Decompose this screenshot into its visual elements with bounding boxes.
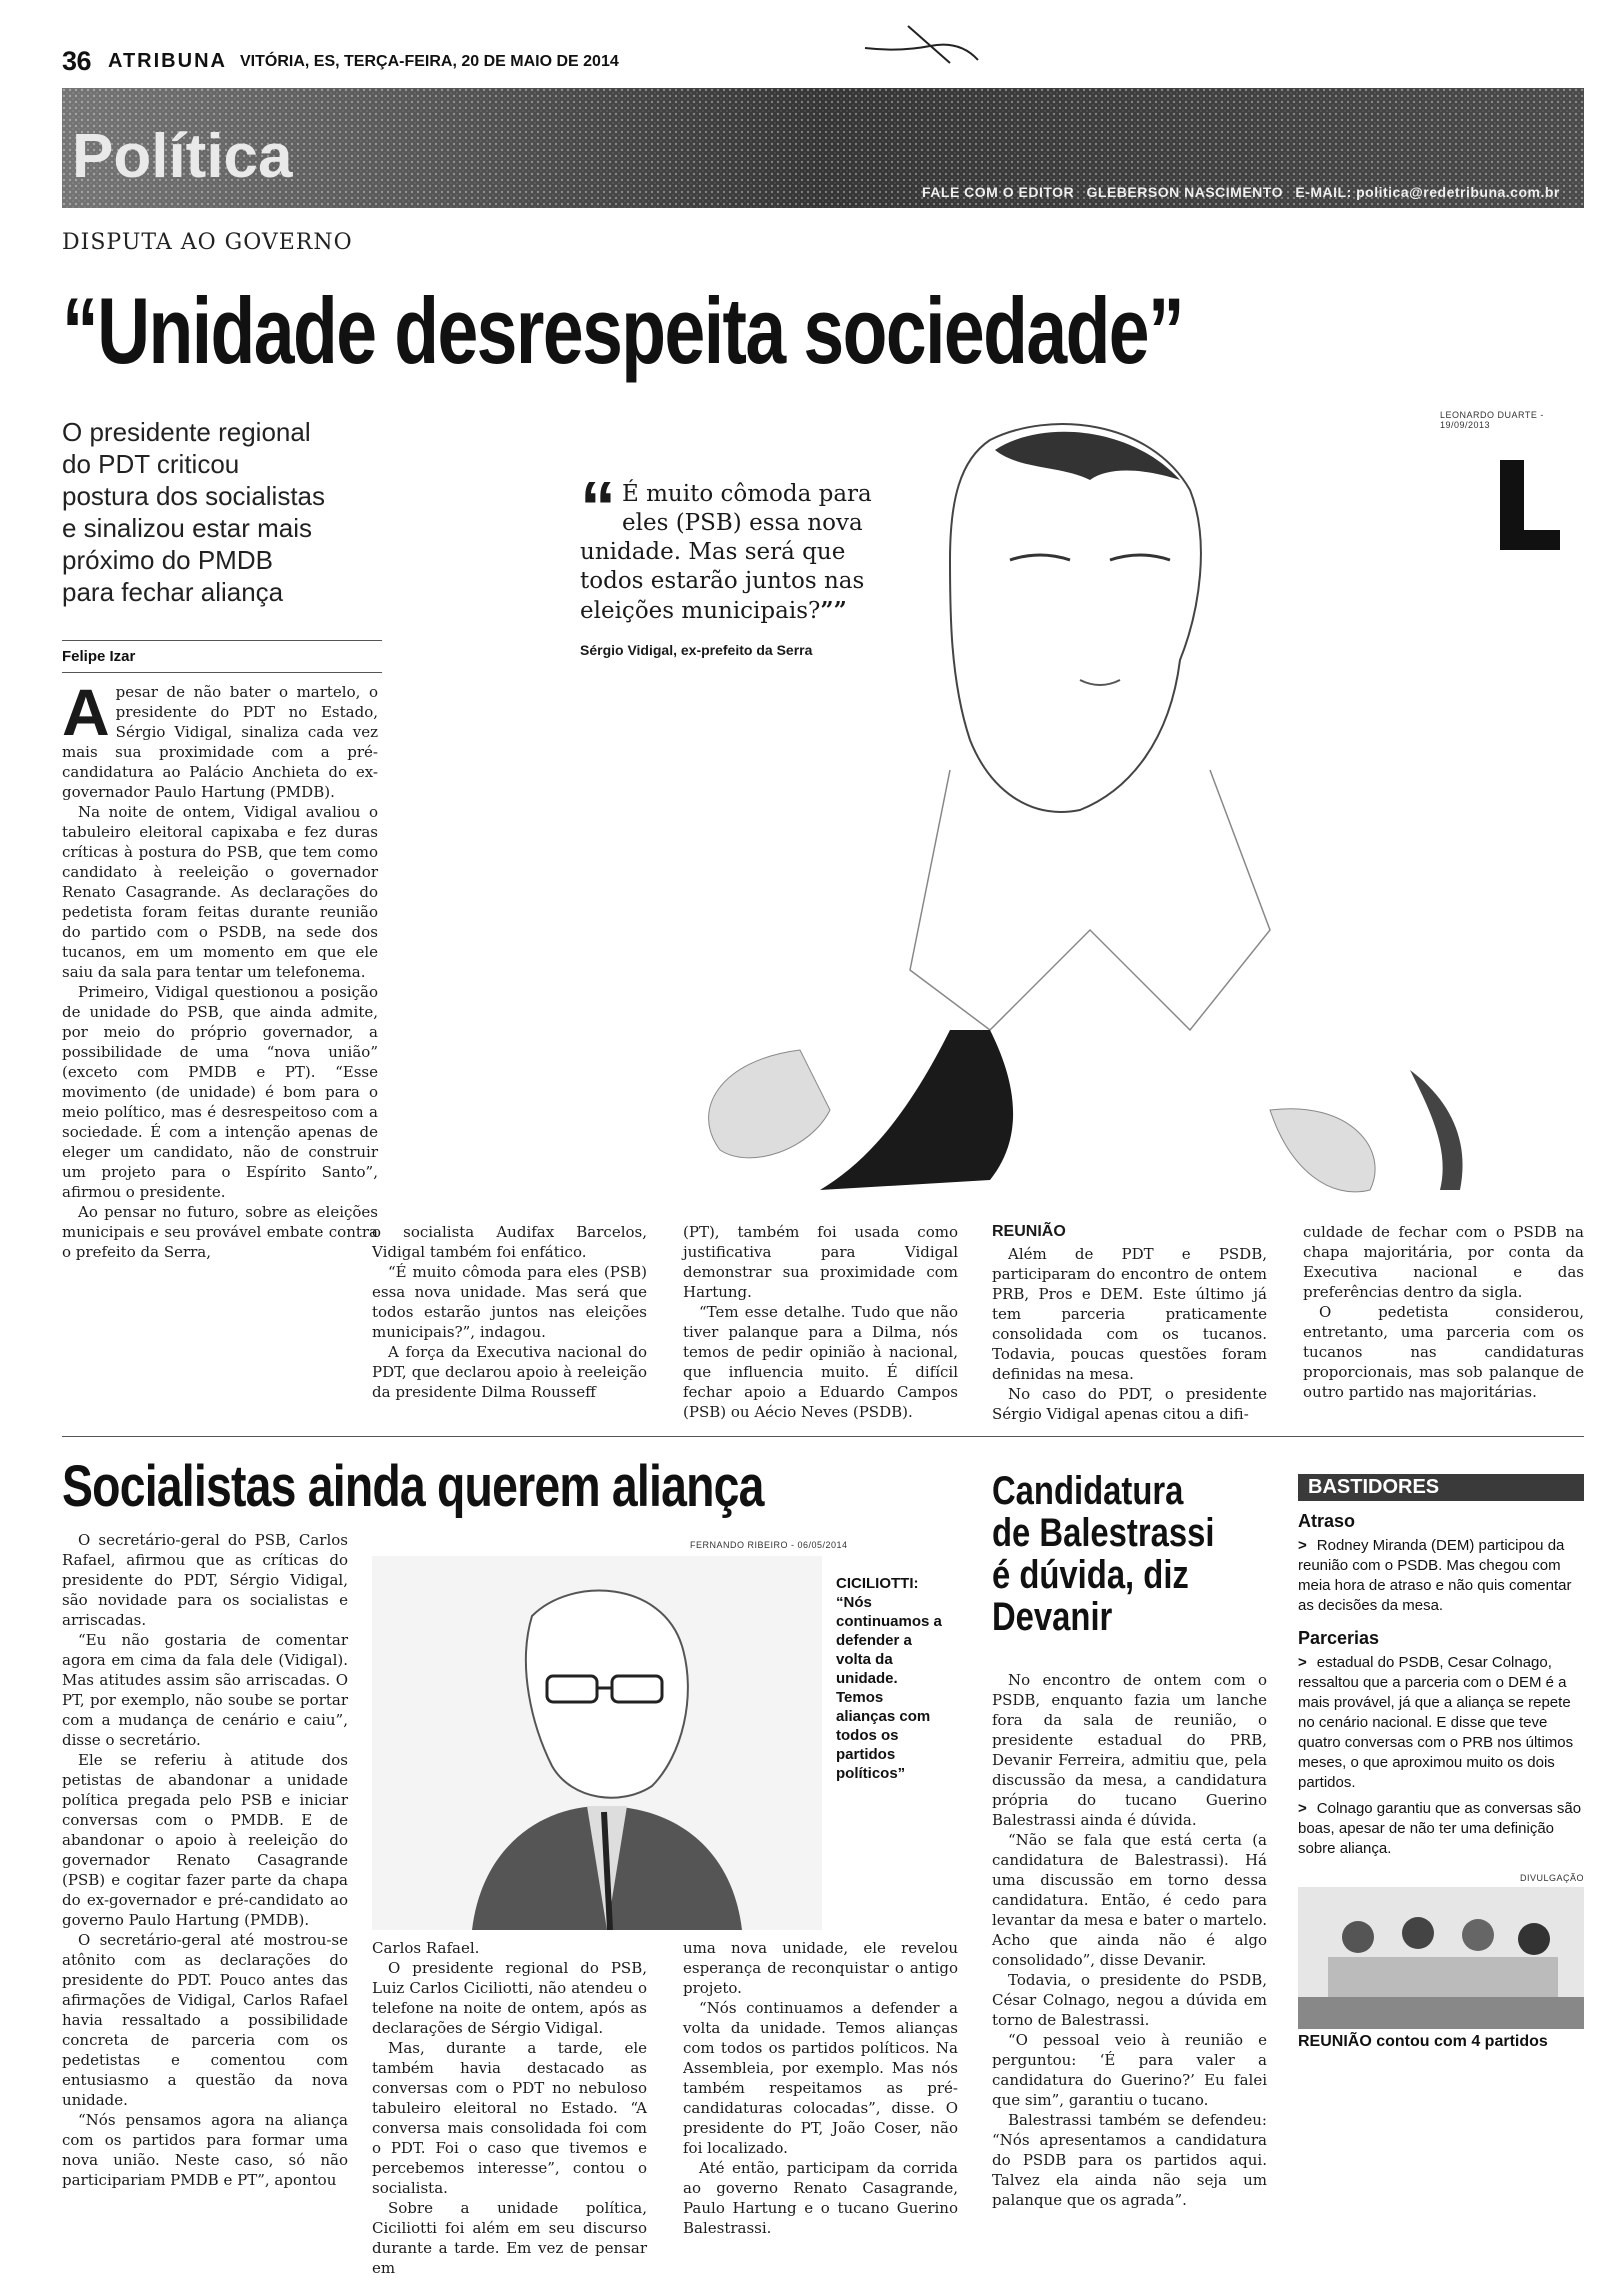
section-band: [62, 88, 1584, 208]
paragraph: Carlos Rafael.: [372, 1939, 480, 1957]
main-headline: “Unidade desrespeita sociedade”: [62, 278, 1184, 383]
paragraph: Sobre a unidade política, Ciciliotti foi além em seu discurso durante a tarde. Em vez de pensar em: [372, 2199, 647, 2277]
photo-meeting: [1298, 1887, 1584, 2029]
article-column: [992, 1670, 1267, 2210]
paragraph: “É muito cômoda para eles (PSB) essa nova unidade. Mas será que todos estarão juntos nas eleições municipais?”, indagou.: [372, 1263, 647, 1341]
article-column: [992, 1222, 1267, 1424]
headline-line: Devanir: [992, 1595, 1113, 1639]
pull-quote: [580, 468, 910, 665]
photo-credit: LEONARDO DUARTE - 19/09/2013: [1440, 410, 1544, 430]
lead-text: [62, 416, 382, 608]
arrow-icon: >: [1298, 1654, 1307, 1671]
bastidores-item: > estadual do PSDB, Cesar Colnago, ressaltou que a parceria com o DEM é a mais provável, já que a aliança se repete no cenário nacional. E disse que teve quatro conversas com o PRB nos últimos meses, o que aproximou muito os dois partidos.: [1298, 1654, 1574, 1791]
paragraph: “Nós continuamos a defender a volta da unidade. Temos alianças com todos os partidos políticos. Na Assembleia, por exemplo. Mas nós também respeitamos as pré-candidaturas colocadas”, disse. O presidente do PT, João Coser, não foi localizado.: [683, 1999, 958, 2157]
article-column: [372, 1222, 647, 1402]
paragraph: O pedetista considerou, entretanto, uma parceria com os tucanos nas candidaturas proporcionais, mas sob palanque de outro partido nas majoritárias.: [1303, 1303, 1584, 1401]
side-quote-name: CICILIOTTI:: [836, 1575, 919, 1592]
paragraph: Mas, durante a tarde, ele também havia destacado as conversas com o PDT no nebuloso tabuleiro eleitoral no Estado. “A conversa mais consolidada foi com o PDT. Foi o caso que tivemos e percebemos interesse”, contou o socialista.: [372, 2039, 647, 2197]
paragraph: (PT), também foi usada como justificativa para Vidigal demonstrar sua proximidade com Hartung.: [683, 1223, 958, 1301]
divider: [62, 672, 382, 673]
bastidores-subhead: Atraso: [1298, 1511, 1356, 1531]
subhead: REUNIÃO: [992, 1223, 1066, 1240]
paragraph: Na noite de ontem, Vidigal avaliou o tabuleiro eleitoral capixaba e fez duras críticas à postura do PSB, que tem como candidato à reeleição o governador Renato Casagrande. As declarações do pedetista foram feitas durante reunião do partido com o PSDB, na sede dos tucanos, em um momento em que ele saiu da sala para tentar um telefonema.: [62, 803, 378, 981]
quote-line: unidade. Mas será que: [580, 539, 846, 565]
paragraph: Primeiro, Vidigal questionou a posição de unidade do PSB, que ainda admite, por meio do próprio governador, a possibilidade de uma “nova união” (exceto com PMDB e PT). “Esse movimento (de unidade) é bom para o meio político, mas é desrespeitoso com a sociedade. É com a intenção apenas de eleger um candidato, não de construir um projeto para o Espírito Santo”, afirmou o presidente.: [62, 983, 378, 1201]
lead-line: do PDT criticou: [62, 449, 240, 479]
quote-line-last: [580, 596, 910, 626]
quote-line: É muito cômoda para: [622, 481, 872, 507]
article-column: [1303, 1222, 1584, 1402]
paragraph: pesar de não bater o martelo, o presidente do PDT no Estado, Sérgio Vidigal, sinaliza cada vez mais sua proximidade com a pré-candidatura ao Palácio Anchieta do ex-governador Paulo Hartung (PMDB).: [62, 683, 378, 801]
bastidores-box: [1298, 1474, 1584, 2051]
meeting-photo: [1298, 1887, 1584, 2029]
photo-caption: REUNIÃO contou com 4 partidos: [1298, 2033, 1548, 2050]
bastidores-subhead: Parcerias: [1298, 1628, 1380, 1648]
paragraph: Ao pensar no futuro, sobre as eleições municipais e seu provável embate contra o prefeito da Serra,: [62, 1203, 378, 1261]
arrow-icon: >: [1298, 1537, 1307, 1554]
paragraph: A força da Executiva nacional do PDT, que declarou apoio à reeleição da presidente Dilma Rousseff: [372, 1343, 647, 1401]
photo-vidigal: [390, 410, 1584, 1230]
paper-name: ATRIBUNA: [108, 50, 227, 72]
quote-close-icon: ””: [820, 597, 847, 624]
lead-line: e sinalizou estar mais: [62, 513, 312, 543]
article-column: [372, 1938, 647, 2278]
contact-label: FALE COM O EDITOR: [922, 184, 1075, 200]
contact-name: GLEBERSON NASCIMENTO: [1086, 184, 1283, 200]
section-name: Política: [72, 122, 293, 191]
quote-attribution: Sérgio Vidigal, ex-prefeito da Serra: [580, 642, 813, 658]
paragraph: O presidente regional do PSB, Luiz Carlos Ciciliotti, não atendeu o telefone na noite de ontem, após as declarações de Sérgio Vidigal.: [372, 1959, 647, 2037]
article-column: [683, 1938, 958, 2238]
paragraph: Ele se referiu à atitude dos petistas de abandonar a unidade política pregada pelo PSB e iniciar conversas com o PMDB. E de abandonar o apoio à reeleição do governador Renato Casagrande (PSB) e cogitar fazer parte da chapa do ex-governador e pré-candidato ao governo Paulo Hartung (PMDB).: [62, 1751, 348, 1929]
paragraph: “Eu não gostaria de comentar agora em cima da fala dele (Vidigal). Mas atitudes assim são arriscadas. O PT, por exemplo, não soube se portar com a mudança de cenário e caiu”, disse o secretário.: [62, 1631, 348, 1749]
second-headline: Socialistas ainda querem aliança: [62, 1454, 764, 1519]
article-column: [62, 675, 378, 1262]
dateline: VITÓRIA, ES, TERÇA-FEIRA, 20 DE MAIO DE 2014: [240, 53, 619, 70]
main-photo: [390, 410, 1584, 1230]
paragraph: uma nova unidade, ele revelou esperança de reconquistar o antigo projeto.: [683, 1939, 958, 1997]
lead-line: para fechar aliança: [62, 577, 284, 607]
photo-credit: DIVULGAÇÃO: [1519, 1873, 1584, 1883]
editor-contact: [922, 184, 1560, 200]
dropcap: A: [62, 675, 110, 749]
headline-line: é dúvida, diz: [992, 1553, 1189, 1597]
pen-mark: [860, 8, 980, 68]
paragraph: culdade de fechar com o PSDB na chapa majoritária, por conta da Executiva nacional e das preferências dentro da sigla.: [1303, 1223, 1584, 1301]
paragraph: Balestrassi também se defendeu: “Nós apresentamos a candidatura do PSDB para os partidos aqui. Talvez ela ainda não seja um palanque que os agrada”.: [992, 2111, 1267, 2209]
lead-line: postura dos socialistas: [62, 481, 326, 511]
paragraph: O secretário-geral do PSB, Carlos Rafael, afirmou que as críticas do presidente do PDT, Sérgio Vidigal, são novidade para os socialistas e arriscadas.: [62, 1531, 348, 1629]
divider: [62, 640, 382, 641]
contact-email: E-MAIL: politica@redetribuna.com.br: [1295, 184, 1560, 200]
lead-line: O presidente regional: [62, 417, 311, 447]
paragraph: o socialista Audifax Barcelos, Vidigal também foi enfático.: [372, 1223, 647, 1261]
photo-credit: FERNANDO RIBEIRO - 06/05/2014: [690, 1540, 848, 1550]
kicker: DISPUTA AO GOVERNO: [62, 230, 353, 255]
paragraph: “Não se fala que está certa (a candidatura de Balestrassi). Há uma discussão em torno dessa candidatura. Então, é cedo para levantar da mesa e bater o martelo. Acho que ainda não é algo consolidado”, disse Devanir.: [992, 1831, 1267, 1969]
paragraph: No caso do PDT, o presidente Sérgio Vidigal apenas citou a difi-: [992, 1385, 1267, 1423]
quote-open-icon: “: [580, 468, 616, 548]
arrow-icon: >: [1298, 1800, 1307, 1817]
paragraph: Todavia, o presidente do PSDB, César Colnago, negou a dúvida em torno de Balestrassi.: [992, 1971, 1267, 2029]
paragraph: Até então, participam da corrida ao governo Renato Casagrande, Paulo Hartung e o tucano Guerino Balestrassi.: [683, 2159, 958, 2237]
photo-ciciliotti: [372, 1556, 822, 1930]
paragraph: “O pessoal veio à reunião e perguntou: ‘É para valer a candidatura do Guerino?’ Eu falei que sim”, garantiu o tucano.: [992, 2031, 1267, 2109]
headline-line: Candidatura: [992, 1469, 1184, 1513]
bastidores-item: > Colnago garantiu que as conversas são boas, apesar de não ter uma definição sobre aliança.: [1298, 1800, 1582, 1857]
quote-line: todos estarão juntos nas: [580, 568, 865, 594]
article-column: [62, 1530, 348, 2190]
bastidores-item: > Rodney Miranda (DEM) participou da reunião com o PSDB. Mas chegou com meia hora de atraso e não quis comentar as decisões da mesa.: [1298, 1537, 1572, 1614]
byline: Felipe Izar: [62, 648, 136, 665]
article-column: [683, 1222, 958, 1422]
paragraph: No encontro de ontem com o PSDB, enquanto fazia um lanche fora da sala de reunião, o presidente estadual do PRB, Devanir Ferreira, admitiu que, pela discussão da mesa, a candidatura própria do tucano Guerino Balestrassi ainda é dúvida.: [992, 1671, 1267, 1829]
third-headline: [992, 1470, 1238, 1638]
ciciliotti-photo: [372, 1556, 822, 1930]
side-quote-text: “Nós continuamos a defender a volta da unidade. Temos alianças com todos os partidos políticos”: [836, 1594, 942, 1782]
side-quote: [836, 1574, 946, 1783]
bastidores-title: BASTIDORES: [1298, 1474, 1584, 1501]
page-number: 36: [62, 46, 92, 76]
quote-line: eles (PSB) essa nova: [622, 510, 863, 536]
paragraph: “Tem esse detalhe. Tudo que não tiver palanque para a Dilma, nós temos de pedir opinião à nacional, que influencia muito. É difícil fechar apoio a Eduardo Campos (PSB) ou Aécio Neves (PSDB).: [683, 1303, 958, 1421]
lead-line: próximo do PMDB: [62, 545, 273, 575]
headline-line: de Balestrassi: [992, 1511, 1215, 1555]
paragraph: Além de PDT e PSDB, participaram do encontro de ontem PRB, Pros e DEM. Este último já tem parceria praticamente consolidada com os tucanos. Todavia, poucas questões foram definidas na mesa.: [992, 1245, 1267, 1383]
paragraph: “Nós pensamos agora na aliança com os partidos para formar uma nova união. Neste caso, só não participariam PMDB e PT”, apontou: [62, 2111, 348, 2189]
divider: [62, 1436, 1584, 1437]
quote-line: eleições municipais?: [580, 598, 821, 624]
paragraph: O secretário-geral até mostrou-se atônito com as declarações do presidente do PDT. Pouco antes das afirmações de Vidigal, Carlos Rafael havia ressaltado a possibilidade concreta de parceria com os pedetistas e comentou com entusiasmo a questão da nova unidade.: [62, 1931, 348, 2109]
